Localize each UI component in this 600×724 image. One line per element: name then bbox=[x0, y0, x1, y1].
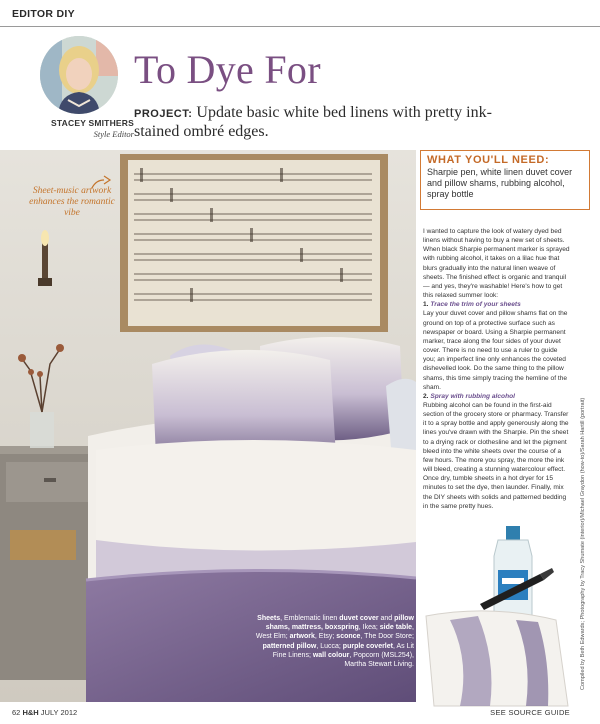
source-item: duvet cover bbox=[339, 615, 379, 622]
source-item: sconce bbox=[336, 633, 361, 641]
author-portrait bbox=[40, 36, 118, 114]
step-1-title: Trace the trim of your sheets bbox=[430, 301, 521, 309]
source-item: patterned pillow bbox=[262, 642, 317, 650]
supplies-title: WHAT YOU'LL NEED: bbox=[427, 154, 550, 166]
portrait-illustration bbox=[40, 36, 118, 114]
article-body bbox=[423, 227, 571, 511]
photo-credit: Compiled by Beth Edwards; Photography by Tracy Shumate (interior)/Michael Graydon (how-to)/Sarah Hartill (portrait) bbox=[580, 397, 586, 690]
source-text: and bbox=[378, 615, 395, 622]
source-guide-link[interactable]: SEE SOURCE GUIDE bbox=[490, 708, 570, 717]
source-text: , The Door Store; bbox=[360, 633, 414, 641]
source-item: artwork bbox=[289, 633, 315, 641]
section-label: EDITOR DIY bbox=[12, 8, 75, 20]
source-item: side table bbox=[379, 624, 413, 632]
supplies-list: Sharpie pen, white linen duvet cover and pillow shams, rubbing alcohol, spray bottle bbox=[427, 167, 573, 199]
step-2 bbox=[423, 392, 571, 401]
step-2-number: 2. bbox=[423, 392, 429, 400]
intro-paragraph: I wanted to capture the look of watery dyed bed linens without having to buy a new set of sheets. When black Sharpie permanent marker is sprayed with rubbing alcohol, it takes on a lilac hue that blurs gradually into the natural linen weave of sheets. The finished effect is organic and tranquil — and yes, they're washable! Here's how to get this relaxed summer look: bbox=[423, 228, 570, 300]
project-line bbox=[134, 103, 534, 141]
source-item: pillow shams, mattress, boxspring bbox=[265, 615, 414, 632]
issue-date: JULY 2012 bbox=[40, 708, 78, 717]
step-1 bbox=[423, 300, 571, 309]
supplies-photo bbox=[420, 520, 580, 710]
author-role: Style Editor bbox=[93, 129, 134, 139]
sources-caption bbox=[252, 614, 414, 669]
supplies-box bbox=[420, 150, 590, 210]
supplies-illustration bbox=[420, 520, 580, 710]
headline: To Dye For bbox=[134, 47, 321, 92]
step-1-text: Lay your duvet cover and pillow shams flat on the ground on top of a protective surface such as newspaper or board. Using a Sharpie permanent marker, trace along the four sides of your duvet cover. There is no need to use a ruler to guide you; an imperfect line only enhances the coveted dishevelled look. Do the same thing to the pillow shams, this time simply tracing the hemline of the sham. bbox=[423, 310, 568, 391]
source-text: , Ikea; bbox=[358, 624, 380, 632]
author-name: STACEY SMITHERS bbox=[51, 118, 134, 128]
source-item: purple coverlet bbox=[342, 642, 393, 650]
photo-caption: Sheet-music artwork enhances the romantic vibe bbox=[29, 186, 115, 218]
source-sheets: Sheets bbox=[257, 615, 281, 622]
source-item: wall colour bbox=[312, 651, 350, 659]
source-text: , Popcorn (MSL254), Martha Stewart Living. bbox=[344, 651, 414, 669]
project-text: Update basic white bed linens with pretty ink-stained ombré edges. bbox=[134, 104, 492, 140]
step-1-number: 1. bbox=[423, 301, 429, 309]
source-text: , Emblematic linen bbox=[280, 615, 340, 622]
source-text: , West Elm; bbox=[255, 624, 414, 641]
footer-folio bbox=[12, 708, 77, 717]
source-text: , Lucca; bbox=[316, 642, 343, 650]
page-number: 62 bbox=[12, 708, 21, 717]
step-2-title: Spray with rubbing alcohol bbox=[430, 392, 515, 400]
magazine-brand: H&H bbox=[22, 708, 39, 717]
step-2-text: Rubbing alcohol can be found in the first-aid section of the grocery store or pharmacy. Transfer it to a spray bottle and apply generously along the lines you've drawn with the Sharpie. Pin the sheet to a drying rack or clothesline and let the pigment bleed into the white sheets over the course of a few hours. The more you spray, the more the ink will bleed, creating a stunning watercolour effect. Once dry, tumble sheets in a hot dryer for 15 minutes to set the dye, then launder. Finally, mix the DIY sheets with solids and patterned bedding in the same pretty hues. bbox=[423, 401, 569, 510]
top-rule bbox=[0, 26, 600, 27]
source-text: , As Lit Fine Linens; bbox=[272, 642, 414, 659]
project-label: PROJECT: bbox=[134, 108, 193, 120]
source-text: , Etsy; bbox=[314, 633, 337, 641]
